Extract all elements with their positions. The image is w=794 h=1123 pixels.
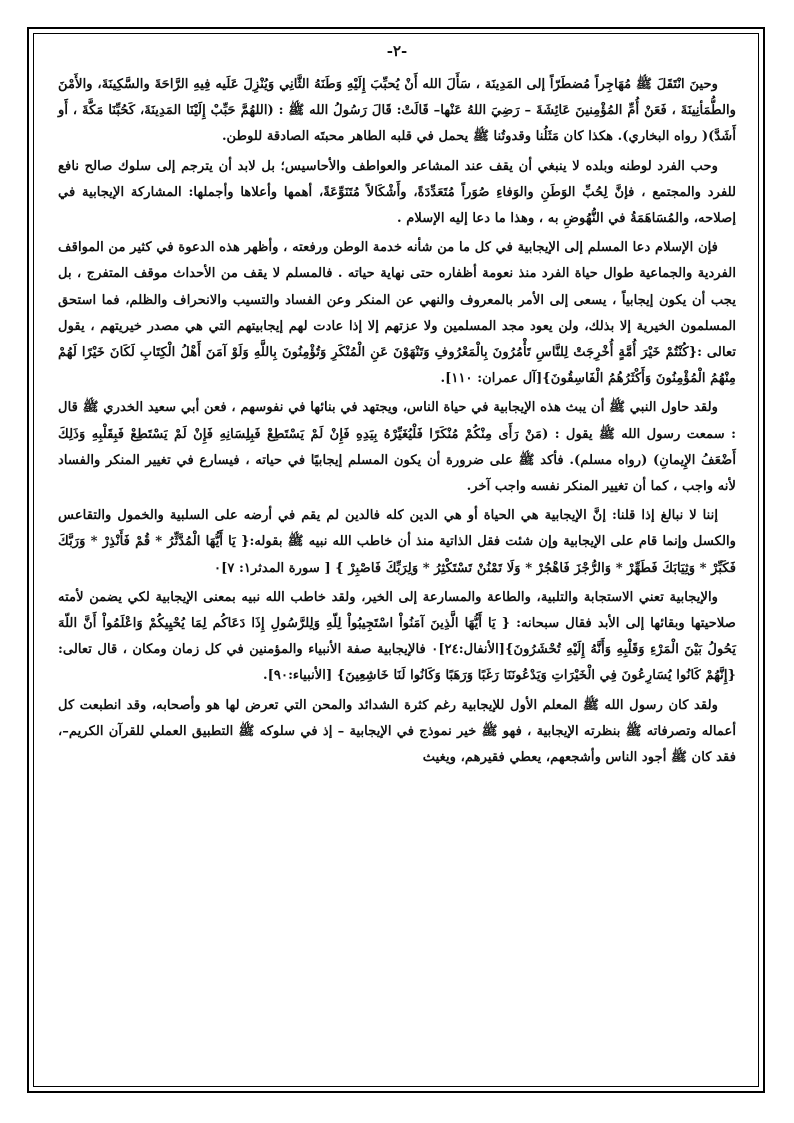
paragraph: ولقد كان رسول الله ﷺ المعلم الأول للإيجابية رغم كثرة الشدائد والمحن التي تعرض لها هو وأصحابه، وقد انطبعت كل أعماله وتصرفاته ﷺ بنظرته الإيجابية ، فهو ﷺ خير نموذج في الإيجابية – إذ في سلوكه ﷺ التطبيق العملي للقرآن الكريم–، فقد كان ﷺ أجود الناس وأشجعهم، يعطي فقيرهم، ويغيث: [58, 697, 736, 766]
paragraph: ولقد حاول النبي ﷺ أن يبث هذه الإيجابية في حياة الناس، ويجتهد في بنائها في نفوسهم ، فعن أبي سعيد الخدري ﷺ قال : سمعت رسول الله ﷺ يقول : (مَنْ رَأَى مِنْكُمْ مُنْكَرًا فَلْيُغَيِّرْهُ بِيَدِهِ فَإِنْ لَمْ يَسْتَطِعْ فَبِلِسَانِهِ فَإِنْ لَمْ يَسْتَطِعْ فَبِقَلْبِهِ وَذَلِكَ أَضْعَفُ الإِيمانِ) (رواه مسلم). فأكد ﷺ على ضرورة أن يكون المسلم إيجابيًا في حياته ، فيسارع في تغيير المنكر والفساد لأنه واجب ، كما أن تغيير المنكر نفسه واجب آخر.: [58, 400, 736, 495]
paragraph: إننا لا نبالغ إذا قلنا: إنَّ الإيجابية هي الحياة أو هي الدين كله فالدين لم يقم في أرضه على السلبية والخمول والتقاعس والكسل وإنما قام على الإيجابية وإن شئت فقل الذاتية منذ أن خاطب الله نبيه ﷺ بقوله:{ يَا أَيُّهَا الْمُدَّثِّرُ * قُمْ فَأَنْذِرْ * وَرَبَّكَ فَكَبِّرْ * وَثِيَابَكَ فَطَهِّرْ * وَالرُّجْزَ فَاهْجُرْ * وَلَا تَمْنُنْ تَسْتَكْثِرُ * وَلِرَبِّكَ فَاصْبِرْ } [ سورة المدثر١: ٧]٠: [58, 508, 736, 576]
paragraph: وحينَ انْتَقَلَ ﷺ مُهَاجِراً مُضطَرّاً إلى المَدِينَة ، سَأَلَ الله أَنْ يُحبِّبَ إِلَيْهِ وَطَنَهُ الثَّانِي وَيُنْزِلَ عَلَيه فِيهِ الرَّاحَةَ والسَّكِينَةَ، والأَمْنَ والطُّمَأنِينَةَ ، فَعَنْ أُمِّ المُؤْمِنينَ عَائِشَةَ – رَضِيَ اللهُ عَنْها– قَالَتْ: قَالَ رَسُولُ الله ﷺ : (اللهُمَّ حَبِّبْ إِلَيْنَا المَدِينَةَ، كَحُبِّنَا مَكَّةَ ، أَو أَشَدَّ)( رواه البخاري). هكذا كان مَثَلُنا وقدوتُنا ﷺ يحمل في قلبه الطاهر محبتَه الصادقة للوطن.: [58, 77, 736, 145]
paragraph: وحب الفرد لوطنه وبلده لا ينبغي أن يقف عند المشاعر والعواطف والأحاسيس؛ بل لابد أن يترجم إلى سلوك صالح نافع للفرد والمجتمع ، فإنَّ لِحُبِّ الوَطَنِ والوَفاءِ صُوَراً مُتَعَدِّدَةً، وأَشْكَالاً مُتَنَوِّعَةً، أهمها وأعلاها وأجملها: المشاركة الإيجابية في إصلاحه، والمُسَاهَمَةُ في النُّهُوضِ به ، وهذا ما دعا إليه الإسلام .: [58, 158, 736, 227]
paragraph: فإن الإسلام دعا المسلم إلى الإيجابية في كل ما من شأنه خدمة الوطن ورفعته ، وأظهر هذه الدعوة في كثير من المواقف الفردية والجماعية طوال حياة الفرد منذ نعومة أظفاره حتى نهاية حياته . فالمسلم لا يقف من الأحداث موقف المتفرج ، بل يجب أن يكون إيجابياً ، يسعى إلى الأمر بالمعروف والنهي عن المنكر وعن الفساد والتسيب والانحراف والظلم، فما استحق المسلمون الخيرية إلا بذلك، ولن يعود مجد المسلمين ولا عزتهم إلا إذا عادت لهم إيجابيتهم التي هي مصدر خيريتهم ، يقول تعالى :{كُنْتُمْ خَيْرَ أُمَّةٍ أُخْرِجَتْ لِلنَّاسِ تَأْمُرُونَ بِالْمَعْرُوفِ وَتَنْهَوْنَ عَنِ الْمُنْكَرِ وَتُؤْمِنُونَ بِاللَّهِ وَلَوْ آمَنَ أَهْلُ الْكِتَابِ لَكَانَ خَيْرًا لَهُمْ مِنْهُمُ الْمُؤْمِنُونَ وَأَكْثَرُهُمُ الْفَاسِقُونَ}[آل عمران: ١١٠].: [58, 240, 736, 387]
paragraph: والإيجابية تعني الاستجابة والتلبية، والطاعة والمسارعة إلى الخير، ولقد خاطب الله نبيه بمعنى الإيجابية لكي يضمن لأمته صلاحيتها وبقائها إلى الأبد فقال سبحانه: { يَا أَيُّهَا الَّذِينَ آمَنُواْ اسْتَجِيبُواْ لِلّهِ وَلِلرَّسُولِ إِذَا دَعَاكُم لِمَا يُحْيِيكُمْ وَاعْلَمُواْ أَنَّ اللّهَ يَحُولُ بَيْنَ الْمَرْءِ وَقَلْبِهِ وَأَنَّهُ إِلَيْهِ تُحْشَرُونَ}[الأنفال:٢٤]٠ فالإيجابية صفة الأنبياء والمؤمنين في كل زمان ومكان ، قال تعالى:{إِنَّهُمْ كَانُوا يُسَارِعُونَ فِي الْخَيْرَاتِ وَيَدْعُونَنَا رَغَبًا وَرَهَبًا وَكَانُوا لَنَا خَاشِعِينَ} [الأنبياء:٩٠].: [58, 589, 736, 684]
page-number: -٢-: [386, 42, 408, 60]
document-body: [58, 72, 736, 774]
